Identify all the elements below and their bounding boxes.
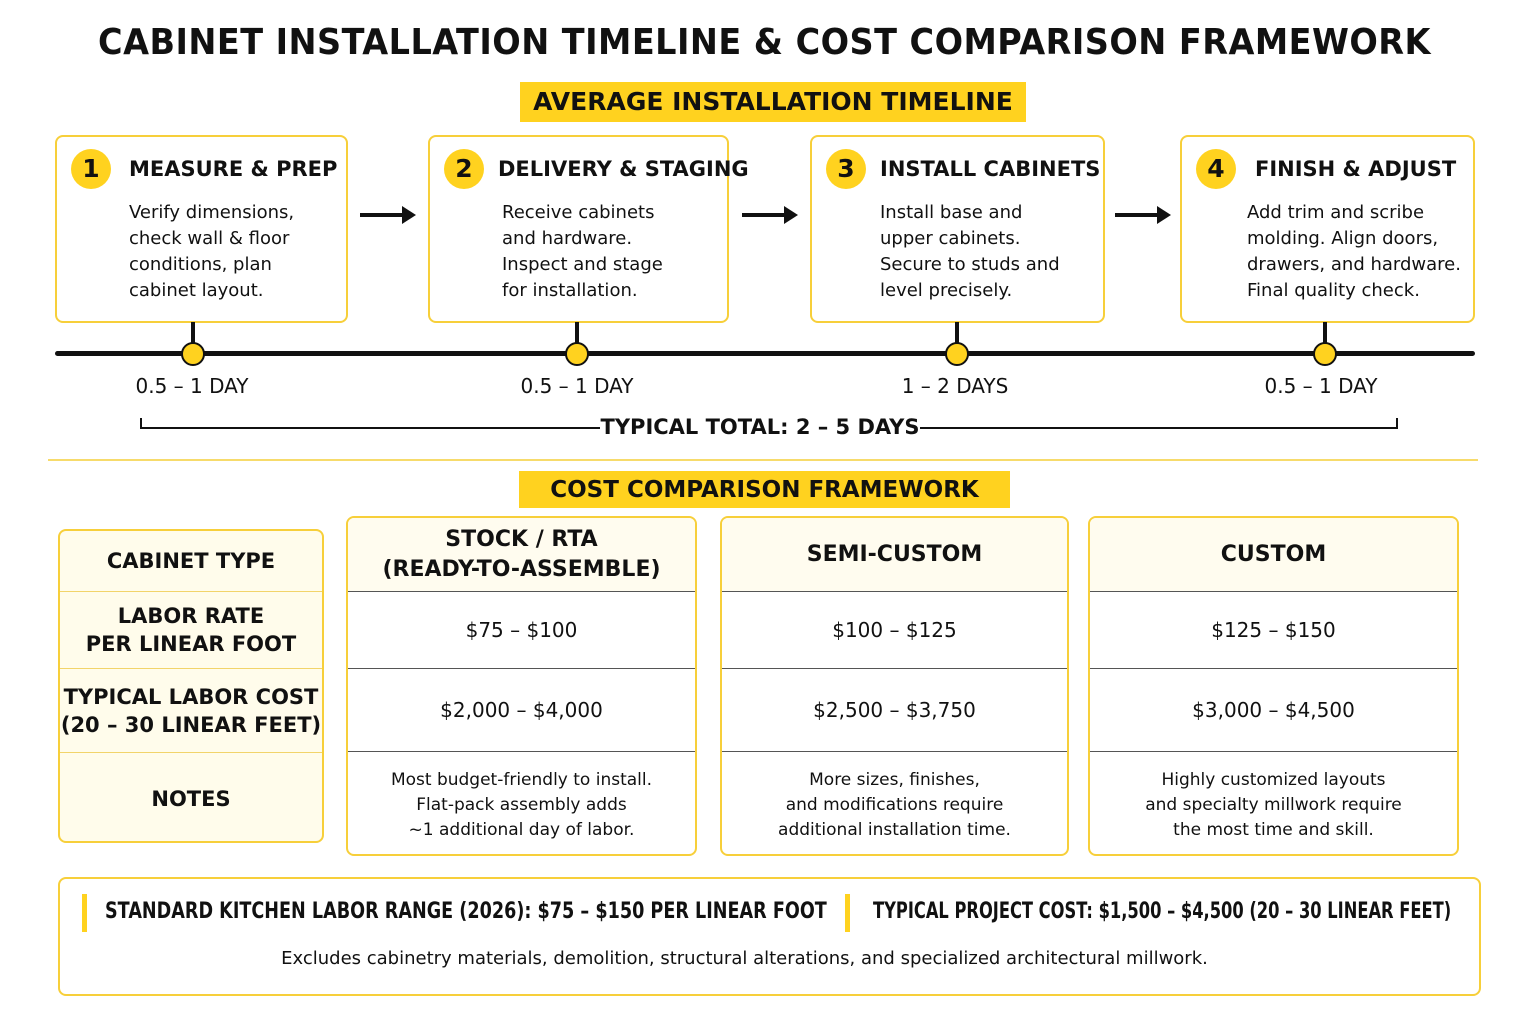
typical-project-cost: TYPICAL PROJECT COST: $1,500 – $4,500 (20 – 30 LINEAR FEET) <box>873 899 1452 924</box>
step-number-badge: 3 <box>826 149 866 189</box>
step-card-install-cabinets <box>810 135 1105 323</box>
typical-total: TYPICAL TOTAL: 2 – 5 DAYS <box>600 415 920 439</box>
row-label-text: CABINET TYPE <box>106 549 276 573</box>
timeline-marker <box>565 342 589 366</box>
step-duration: 1 – 2 DAYS <box>901 374 1009 398</box>
row-label-labor-rate <box>60 592 322 669</box>
row-label-notes <box>60 753 322 843</box>
row-label-text: LABOR RATE PER LINEAR FOOT <box>85 604 297 656</box>
column-header: STOCK / RTA (READY-TO-ASSEMBLE) <box>348 518 695 592</box>
arrow-right-icon <box>358 203 418 227</box>
step-title: MEASURE & PREP <box>129 157 338 181</box>
row-label-cabinet-type <box>60 531 322 592</box>
cost-heading: COST COMPARISON FRAMEWORK <box>519 471 1010 508</box>
section-divider <box>48 459 1478 461</box>
arrow-right-icon <box>1113 203 1173 227</box>
row-label-text: TYPICAL LABOR COST (20 – 30 LINEAR FEET) <box>60 684 322 737</box>
step-number-badge: 2 <box>444 149 484 189</box>
exclusions-note: Excludes cabinetry materials, demolition, structural alterations, and specialized architectural millwork. <box>281 948 1208 969</box>
accent-bar <box>82 894 87 932</box>
column-header: SEMI-CUSTOM <box>722 518 1067 592</box>
row-label-labor-cost <box>60 669 322 753</box>
row-label-text: NOTES <box>151 787 231 811</box>
labor-rate-cell: $100 – $125 <box>722 592 1067 669</box>
step-card-delivery-staging <box>428 135 749 323</box>
timeline-marker <box>1313 342 1337 366</box>
step-description: Receive cabinets and hardware. Inspect and stage for installation. <box>502 202 663 301</box>
bracket-end <box>1396 418 1398 429</box>
step-duration: 0.5 – 1 DAY <box>1264 374 1378 398</box>
labor-rate-cell: $75 – $100 <box>348 592 695 669</box>
notes-cell: More sizes, finishes, and modifications require additional installation time. <box>778 769 1011 840</box>
column-semi-custom <box>720 516 1069 856</box>
labor-cost-cell: $2,500 – $3,750 <box>722 669 1067 752</box>
column-header: CUSTOM <box>1090 518 1457 592</box>
step-number-badge: 1 <box>71 149 111 189</box>
timeline-marker <box>181 342 205 366</box>
summary-box <box>58 877 1481 996</box>
column-custom <box>1088 516 1459 856</box>
row-labels-column <box>58 529 324 843</box>
bracket-line <box>140 427 600 429</box>
step-card-measure-prep <box>55 135 348 323</box>
labor-cost-cell: $2,000 – $4,000 <box>348 669 695 752</box>
page-title: CABINET INSTALLATION TIMELINE & COST COMPARISON FRAMEWORK <box>98 22 1431 63</box>
labor-rate-cell: $125 – $150 <box>1090 592 1457 669</box>
accent-bar <box>845 894 850 932</box>
timeline-axis <box>55 351 1475 356</box>
step-description: Install base and upper cabinets. Secure to studs and level precisely. <box>880 202 1060 301</box>
arrow-right-icon <box>740 203 800 227</box>
labor-cost-cell: $3,000 – $4,500 <box>1090 669 1457 752</box>
step-description: Verify dimensions, check wall & floor conditions, plan cabinet layout. <box>129 202 295 301</box>
notes-cell: Highly customized layouts and specialty millwork require the most time and skill. <box>1145 769 1402 840</box>
step-title: INSTALL CABINETS <box>880 157 1101 181</box>
timeline-marker <box>945 342 969 366</box>
standard-labor-range: STANDARD KITCHEN LABOR RANGE (2026): $75 – $150 PER LINEAR FOOT <box>105 899 827 924</box>
step-description: Add trim and scribe molding. Align doors, drawers, and hardware. Final quality check. <box>1247 202 1461 301</box>
column-stock-rta <box>346 516 697 856</box>
step-duration: 0.5 – 1 DAY <box>520 374 634 398</box>
step-title: DELIVERY & STAGING <box>498 157 749 181</box>
step-number-badge: 4 <box>1196 149 1236 189</box>
notes-cell: Most budget-friendly to install. Flat-pack assembly adds ~1 additional day of labor. <box>390 769 653 840</box>
bracket-line <box>920 427 1398 429</box>
step-title: FINISH & ADJUST <box>1255 157 1457 181</box>
timeline-heading: AVERAGE INSTALLATION TIMELINE <box>520 82 1026 122</box>
step-card-finish-adjust <box>1180 135 1475 323</box>
step-duration: 0.5 – 1 DAY <box>135 374 249 398</box>
